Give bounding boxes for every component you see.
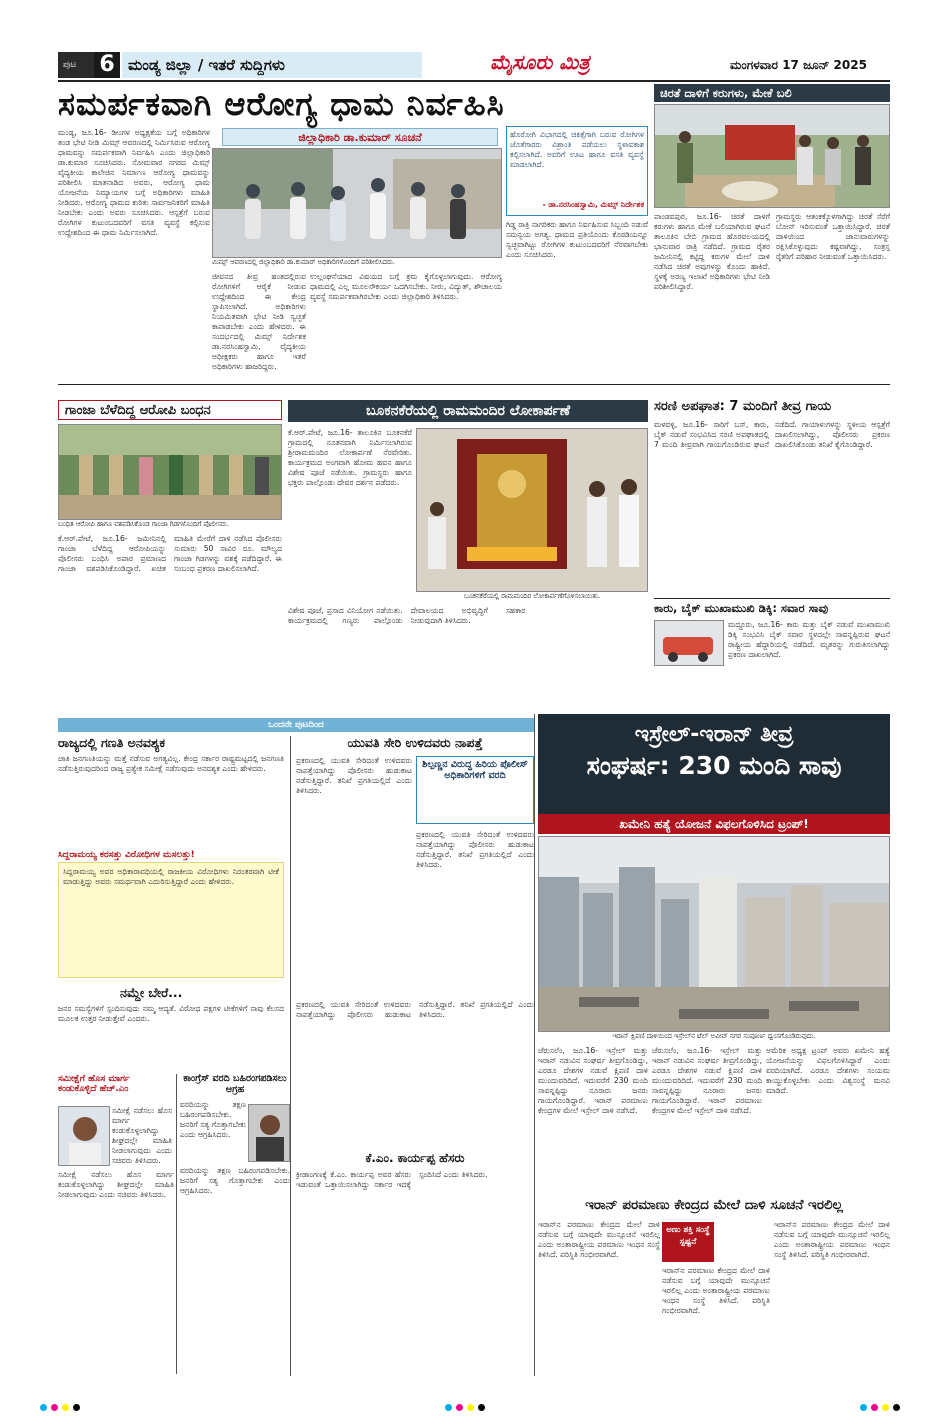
- section-title: ಮಂಡ್ಯ ಜಿಲ್ಲಾ / ಇತರೆ ಸುದ್ದಿಗಳು: [122, 52, 422, 78]
- lead-body-left: ಮಂಡ್ಯ, ಜೂ.16- ಡೀಂಗಳ ಅಧ್ಯಕ್ಷತೆಯ ಬಗ್ಗೆ ಅಧಿಕಾರಿಗಳ ತಂಡ ಭೇಟಿ ನೀಡಿ ಮಿಮ್ಸ್ ಆವರಣದಲ್ಲಿ ನಿರ್ಮಿಸಿರುವ ಆರೋಗ್ಯ ಧಾಮವನ್ನು ಸಮರ್ಪಕವಾಗಿ ನಿರ್ವಹಿಸಿ ಎಂದು ಜಿಲ್ಲಾಧಿಕಾರಿ ಡಾ.ಕುಮಾರ ಸೂಚಿಸಿದರು. ಸೋಮವಾರ ನಗರದ ಮಿಮ್ಸ್ ವೈದ್ಯಕೀಯ ಕಾಲೇಜಿನ ನಿರ್ಮಾಣ ಆರೋಗ್ಯ ಧಾಮವನ್ನು ಪರಿಶೀಲಿಸಿ ಮಾತನಾಡಿದ ಅವರು, ಆರೋಗ್ಯ ಧಾಮ ಯೋಜನೆಯ ನಿಮ್ಯಾಯಗಳ ಬಗ್ಗೆ ಅಧಿಕಾರಿಗಳು ಮಾಹಿತಿ ನೀಡಿದರು. ಆರೋಗ್ಯ ಧಾಮದ ಕುರಿತು ಸಾರ್ವಜನಿಕರಿಗೆ ಮಾಹಿತಿ ನೀಡಬೇಕು ಎಂದು ಅವರು ಸೂಚಿಸಿದರು. ಆಸ್ಪತ್ರೆಗೆ ಬರುವ ರೋಗಿಗಳ ಕುಟುಂಬದವರಿಗೆ ವಸತಿ ವ್ಯವಸ್ಥೆ ಕಲ್ಪಿಸುವ ಉದ್ದೇಶದಿಂದ ಈ ಧಾಮ ನಿರ್ಮಿಸಲಾಗಿದೆ.: [58, 128, 210, 237]
- lead-subhead: ಜಿಲ್ಲಾಧಿಕಾರಿ ಡಾ.ಕುಮಾರ್ ಸೂಚನೆ: [222, 128, 498, 146]
- ram-mandir-photo: [416, 428, 648, 592]
- minister-photo-2: [248, 1104, 290, 1162]
- census-highlight-box: [58, 862, 284, 978]
- census-headline: ರಾಜ್ಯದಲ್ಲಿ ಗಣತಿ ಅನವಶ್ಯಕ: [58, 735, 166, 750]
- young-woman-body-3: ಪ್ರಕರಣದಲ್ಲಿ ಯುವತಿ ಸೇರಿದಂತೆ ಉಳಿದವರು ನಾಪತ್ತೆಯಾಗಿದ್ದು ಪೊಲೀಸರು ಹುಡುಕಾಟ ನಡೆಸುತ್ತಿದ್ದಾರೆ. ತನಿಖೆ ಪ್ರಗತಿಯಲ್ಲಿದೆ ಎಂದು ತಿಳಿಸಿದರು.: [296, 1000, 534, 1019]
- accident-body: ಮಳವಳ್ಳಿ, ಜೂ.16- ಸಾರಿಗೆ ಬಸ್, ಕಾರು, ಬೈಕ್ ನಡುವೆ ಸಂಭವಿಸಿದ ಸರಣಿ ಅಪಘಾತದಲ್ಲಿ 7 ಮಂದಿ ತೀವ್ರವಾಗಿ ಗಾಯಗೊಂಡಿರುವ ಘಟನೆ ನಡೆದಿದೆ. ಗಾಯಾಳುಗಳನ್ನು ಸ್ಥಳೀಯ ಆಸ್ಪತ್ರೆಗೆ ದಾಖಲಿಸಲಾಗಿದ್ದು, ಪೊಲೀಸರು ಪ್ರಕರಣ ದಾಖಲಿಸಿಕೊಂಡು ತನಿಖೆ ಕೈಗೊಂಡಿದ್ದಾರೆ.: [654, 420, 890, 449]
- ram-mandir-body-left: ಕೆ.ಆರ್.ಪೇಟೆ, ಜೂ.16- ತಾಲೂಕಿನ ಬೂಕನಕೆರೆ ಗ್ರಾಮದಲ್ಲಿ ನೂತನವಾಗಿ ನಿರ್ಮಿಸಲಾಗಿರುವ ಶ್ರೀರಾಮಮಂದಿರ ಲೋಕಾರ್ಪಣೆ ನೆರವೇರಿತು. ಕಾರ್ಯಕ್ರಮದ ಅಂಗವಾಗಿ ಹೋಮ ಹವನ ಹಾಗೂ ವಿಶೇಷ ಪೂಜೆ ನಡೆಯಿತು. ಗ್ರಾಮಸ್ಥರು ಹಾಗೂ ಭಕ್ತರು ಪಾಲ್ಗೊಂಡು ದೇವರ ದರ್ಶನ ಪಡೆದರು.: [288, 428, 412, 487]
- cariappa-body: ಕ್ರೀಡಾಂಗಣಕ್ಕೆ ಕೆ.ಎಂ. ಕಾರ್ಯಪ್ಪ ಅವರ ಹೆಸರು ಇಡುವಂತೆ ಒತ್ತಾಯಿಸಲಾಗಿದ್ದು ಸರ್ಕಾರ ಇದಕ್ಕೆ ಸ್ಪಂದಿಸಿದೆ ಎಂದು ತಿಳಿಸಿದರು.: [296, 1170, 488, 1189]
- israel-iran-body-right: ಅಮೆರಿಕ ಅಧ್ಯಕ್ಷ ಟ್ರಂಪ್ ಅವರು ಖಮೇನಿ ಹತ್ಯೆ ಯೋಜನೆಯನ್ನು ವಿಫಲಗೊಳಿಸಿದ್ದಾರೆ ಎಂದು ವರದಿಯಾಗಿದೆ. ಎರಡೂ ದೇಶಗಳು ಸಂಯಮ ಕಾಯ್ದುಕೊಳ್ಳಬೇಕು ಎಂದು ವಿಶ್ವಸಂಸ್ಥೆ ಮನವಿ ಮಾಡಿದೆ.: [766, 1046, 890, 1095]
- israel-iran-subhead: ಖಮೇನಿ ಹತ್ಯೆ ಯೋಜನೆ ವಿಫಲಗೊಳಿಸಿದ ಟ್ರಂಪ್!: [538, 814, 890, 834]
- dateline: ಮಂಗಳವಾರ 17 ಜೂನ್ 2025: [730, 58, 867, 72]
- new-route-body: ಸಮೀಕ್ಷೆ ನಡೆಸಲು ಹೊಸ ಮಾರ್ಗ ಕಂಡುಕೊಳ್ಳಲಾಗಿದ್ದು ಶೀಘ್ರದಲ್ಲೇ ಮಾಹಿತಿ ನೀಡಲಾಗುವುದು ಎಂದು ಸಚಿವರು ತಿಳಿಸಿದರು.: [58, 1170, 174, 1199]
- registration-marks-center: [445, 1404, 485, 1411]
- car-bike-photo: [654, 620, 724, 666]
- car-bike-headline: ಕಾರು, ಬೈಕ್ ಮುಖಾಮುಖಿ ಡಿಕ್ಕಿ: ಸವಾರ ಸಾವು: [654, 601, 829, 615]
- masthead-divider: [58, 80, 890, 82]
- congress-body: ವರದಿಯನ್ನು ತಕ್ಷಣ ಬಹಿರಂಗಪಡಿಸಬೇಕು. ಜನರಿಗೆ ಸತ್ಯ ಗೊತ್ತಾಗಬೇಕು ಎಂದು ಆಗ್ರಹಿಸಿದರು.: [180, 1166, 290, 1195]
- ram-mandir-body-bottom: ವಿಶೇಷ ಪೂಜೆ, ಪ್ರಸಾದ ವಿನಿಯೋಗ ನಡೆಯಿತು. ಕಾರ್ಯಕ್ರಮದಲ್ಲಿ ಗಣ್ಯರು ಪಾಲ್ಗೊಂಡು ದೇವಾಲಯದ ಅಭಿವೃದ್ಧಿಗೆ ಸಹಕಾರ ನೀಡುವುದಾಗಿ ತಿಳಿಸಿದರು.: [288, 606, 526, 625]
- israel-iran-caption: ಇರಾನ್ ಕ್ಷಿಪಣಿ ದಾಳಿಯಿಂದ ಇಸ್ರೇಲ್‌ನ ಟೆಲ್ ಅವೀವ್ ನಗರ ಸಂಪೂರ್ಣ ಧ್ವಂಸಗೊಂಡಿರುವುದು.: [538, 1032, 890, 1042]
- nuclear-badge: ಅಣು ಶಕ್ತಿ ಸಂಸ್ಥೆ ಸ್ಪಷ್ಟನೆ: [662, 1222, 714, 1262]
- new-route-intro: ಸಮೀಕ್ಷೆ ನಡೆಸಲು ಹೊಸ ಮಾರ್ಗ ಕಂಡುಕೊಳ್ಳಲಾಗಿದ್ದು ಶೀಘ್ರದಲ್ಲೇ ಮಾಹಿತಿ ನೀಡಲಾಗುವುದು ಎಂದು ಸಚಿವರು ತಿಳಿಸಿದರು.: [112, 1106, 172, 1165]
- column-divider-2: [290, 736, 291, 1376]
- sidebar-note-byline: - ಡಾ.ನರಸಿಂಹಸ್ವಾಮಿ, ಮಿಮ್ಸ್ ನಿರ್ದೇಶಕ: [542, 200, 644, 209]
- car-bike-body: ಮದ್ದೂರು, ಜೂ.16- ಕಾರು ಮತ್ತು ಬೈಕ್ ನಡುವೆ ಮುಖಾಮುಖಿ ಡಿಕ್ಕಿ ಸಂಭವಿಸಿ ಬೈಕ್ ಸವಾರ ಸ್ಥಳದಲ್ಲೇ ಸಾವನ್ನಪ್ಪಿರುವ ಘಟನೆ ರಾಷ್ಟ್ರೀಯ ಹೆದ್ದಾರಿಯಲ್ಲಿ ನಡೆದಿದೆ. ಮೃತರನ್ನು ಗುರುತಿಸಲಾಗಿದ್ದು ಪ್ರಕರಣ ದಾಖಲಾಗಿದೆ.: [728, 620, 890, 659]
- lead-photo: [212, 148, 502, 258]
- congress-headline: ಕಾಂಗ್ರೆಸ್ ವರದಿ ಬಹಿರಂಗಪಡಿಸಲು ಆಗ್ರಹ: [183, 1073, 287, 1095]
- young-woman-body: ಪ್ರಕರಣದಲ್ಲಿ ಯುವತಿ ಸೇರಿದಂತೆ ಉಳಿದವರು ನಾಪತ್ತೆಯಾಗಿದ್ದು ಪೊಲೀಸರು ಹುಡುಕಾಟ ನಡೆಸುತ್ತಿದ್ದಾರೆ. ತನಿಖೆ ಪ್ರಗತಿಯಲ್ಲಿದೆ ಎಂದು ತಿಳಿಸಿದರು.: [296, 756, 412, 795]
- cariappa-headline: ಕೆ.ಎಂ. ಕಾರ್ಯಪ್ಪ ಹೆಸರು: [365, 1151, 465, 1165]
- congress-intro: ವರದಿಯನ್ನು ತಕ್ಷಣ ಬಹಿರಂಗಪಡಿಸಬೇಕು. ಜನರಿಗೆ ಸತ್ಯ ಗೊತ್ತಾಗಬೇಕು ಎಂದು ಆಗ್ರಹಿಸಿದರು.: [180, 1100, 246, 1139]
- young-woman-inset: ಶಿಲ್ಪಣ್ಣನ ವಿರುದ್ಧ ಹಿರಿಯ ಪೊಲೀಸ್ ಅಧಿಕಾರಿಗಳಿಗೆ ವರದಿ: [422, 759, 528, 781]
- lead-caption: ಮಿಮ್ಸ್ ಆವರಣದಲ್ಲಿ ಜಿಲ್ಲಾಧಿಕಾರಿ ಡಾ.ಕುಮಾರ್ ಅಧಿಕಾರಿಗಳೊಂದಿಗೆ ಪರಿಶೀಲಿಸಿದರು.: [212, 258, 502, 268]
- young-woman-body-2: ಪ್ರಕರಣದಲ್ಲಿ ಯುವತಿ ಸೇರಿದಂತೆ ಉಳಿದವರು ನಾಪತ್ತೆಯಾಗಿದ್ದು ಪೊಲೀಸರು ಹುಡುಕಾಟ ನಡೆಸುತ್ತಿದ್ದಾರೆ. ತನಿಖೆ ಪ್ರಗತಿಯಲ್ಲಿದೆ ಎಂದು ತಿಳಿಸಿದರು.: [416, 830, 534, 869]
- page-number: 6: [94, 52, 120, 78]
- young-woman-headline: ಯುವತಿ ಸೇರಿ ಉಳಿದವರು ನಾಪತ್ತೆ: [347, 735, 483, 750]
- page-label: ಪುಟ: [63, 60, 77, 70]
- israel-iran-body-mid: ಜೆರುಸಲೆಂ, ಜೂ.16- ಇಸ್ರೇಲ್ ಮತ್ತು ಇರಾನ್ ನಡುವಿನ ಸಂಘರ್ಷ ತೀವ್ರಗೊಂಡಿದ್ದು, ಎರಡೂ ದೇಶಗಳ ನಡುವೆ ಕ್ಷಿಪಣಿ ದಾಳಿ ಮುಂದುವರಿದಿದೆ. ಇದುವರೆಗೆ 230 ಮಂದಿ ಸಾವನ್ನಪ್ಪಿದ್ದು ನೂರಾರು ಜನರು ಗಾಯಗೊಂಡಿದ್ದಾರೆ. ಇರಾನ್ ಪರಮಾಣು ಕೇಂದ್ರಗಳ ಮೇಲೆ ಇಸ್ರೇಲ್ ದಾಳಿ ನಡೆಸಿದೆ.: [652, 1046, 762, 1115]
- leopard-body-left: ಪಾಂಡವಪುರ, ಜೂ.16- ಚಿರತೆ ದಾಳಿಗೆ ಕರುಗಳು ಹಾಗೂ ಮೇಕೆ ಬಲಿಯಾಗಿರುವ ಘಟನೆ ತಾಲೂಕಿನ ಬೇಬಿ ಗ್ರಾಮದ ಹೊರವಲಯದಲ್ಲಿ ಭಾನುವಾರ ರಾತ್ರಿ ನಡೆದಿದೆ. ಗ್ರಾಮದ ರೈತರ ಜಮೀನಿನಲ್ಲಿ ಕಟ್ಟಿದ್ದ ಕರುಗಳ ಮೇಲೆ ದಾಳಿ ನಡೆಸಿದ ಚಿರತೆ ಅವುಗಳನ್ನು ಕೊಂದು ಹಾಕಿದೆ. ಸ್ಥಳಕ್ಕೆ ಅರಣ್ಯ ಇಲಾಖೆ ಅಧಿಕಾರಿಗಳು ಭೇಟಿ ನೀಡಿ ಪರಿಶೀಲಿಸಿದ್ದಾರೆ.: [654, 212, 770, 291]
- ganja-caption: ಬಂಧಿತ ಆರೋಪಿ ಹಾಗೂ ವಶಪಡಿಸಿಕೊಂಡ ಗಾಂಜಾ ಗಿಡಗಳೊಂದಿಗೆ ಪೊಲೀಸರು.: [58, 520, 282, 530]
- ram-mandir-caption: ಬೂಕನಕೆರೆಯಲ್ಲಿ ರಾಮಮಂದಿರ ಲೋಕಾರ್ಪಣೆಗೊಳಿಸಲಾಯಿತು.: [416, 592, 648, 602]
- ganja-headline: ಗಾಂಜಾ ಬೆಳೆದಿದ್ದ ಆರೋಪಿ ಬಂಧನ: [58, 400, 282, 420]
- nuclear-body-right: ಇರಾನ್‌ನ ಪರಮಾಣು ಕೇಂದ್ರದ ಮೇಲೆ ದಾಳಿ ನಡೆಸುವ ಬಗ್ಗೆ ಯಾವುದೇ ಮುನ್ಸೂಚನೆ ಇರಲಿಲ್ಲ ಎಂದು ಅಂತಾರಾಷ್ಟ್ರೀಯ ಪರಮಾಣು ಇಂಧನ ಸಂಸ್ಥೆ ತಿಳಿಸಿದೆ. ಪರಿಸ್ಥಿತಿ ಗಂಭೀರವಾಗಿದೆ.: [774, 1220, 890, 1259]
- page-number-badge: [58, 52, 120, 78]
- accident-divider: [654, 598, 890, 599]
- ganja-body: ಕೆ.ಆರ್.ಪೇಟೆ, ಜೂ.16- ಜಮೀನಿನಲ್ಲಿ ಗಾಂಜಾ ಬೆಳೆದಿದ್ದ ಆರೋಪಿಯನ್ನು ಪೊಲೀಸರು ಬಂಧಿಸಿ ಅಪಾರ ಪ್ರಮಾಣದ ಗಾಂಜಾ ವಶಪಡಿಸಿಕೊಂಡಿದ್ದಾರೆ. ಖಚಿತ ಮಾಹಿತಿ ಮೇರೆಗೆ ದಾಳಿ ನಡೆಸಿದ ಪೊಲೀಸರು ಸುಮಾರು 50 ಸಾವಿರ ರೂ. ಮೌಲ್ಯದ ಗಾಂಜಾ ಗಿಡಗಳನ್ನು ವಶಕ್ಕೆ ಪಡೆದಿದ್ದಾರೆ. ಈ ಸಂಬಂಧ ಪ್ರಕರಣ ದಾಖಲಿಸಲಾಗಿದೆ.: [58, 534, 282, 573]
- new-route-headline: ಸಮೀಕ್ಷೆಗೆ ಹೊಸ ಮಾರ್ಗ ಕಂಡುಕೊಳ್ಳಿದೆ ಹೆಚ್.ಎಂ: [58, 1074, 130, 1095]
- lead-body-right: ಉಲ್ಲಂಘನೆಯಾದ ವಿಷಯದ ಬಗ್ಗೆ ಕ್ರಮ ಕೈಗೊಳ್ಳಲಾಗುವುದು. ಆರೋಗ್ಯ ಧಾಮದಲ್ಲಿ ಎಲ್ಲ ಮೂಲಸೌಕರ್ಯ ಒದಗಿಸಬೇಕು. ನೀರು, ವಿದ್ಯುತ್, ಶೌಚಾಲಯ ವ್ಯವಸ್ಥೆ ಸಮರ್ಪಕವಾಗಿರಬೇಕು ಎಂದು ಜಿಲ್ಲಾಧಿಕಾರಿ ತಿಳಿಸಿದರು.: [310, 272, 502, 301]
- ganja-photo: [58, 424, 282, 520]
- accident-headline: ಸರಣಿ ಅಪಘಾತ: 7 ಮಂದಿಗೆ ತೀವ್ರ ಗಾಯ: [654, 399, 832, 414]
- registration-marks-right: [860, 1404, 900, 1411]
- israel-iran-headline-box: [538, 714, 890, 814]
- leopard-body-right: ಗ್ರಾಮಸ್ಥರು ಆತಂಕಕ್ಕೊಳಗಾಗಿದ್ದು ಚಿರತೆ ಸೆರೆಗೆ ಬೋನ್ ಇರಿಸುವಂತೆ ಒತ್ತಾಯಿಸಿದ್ದಾರೆ. ಚಿರತೆ ದಾಳಿಯಿಂದ ಜಾನುವಾರುಗಳನ್ನು ರಕ್ಷಿಸಿಕೊಳ್ಳುವುದು ಕಷ್ಟವಾಗಿದ್ದು, ಸಂತ್ರಸ್ತ ರೈತರಿಗೆ ಪರಿಹಾರ ನೀಡುವಂತೆ ಒತ್ತಾಯಿಸಿದರು.: [776, 212, 890, 261]
- leopard-headline: ಚಿರತೆ ದಾಳಿಗೆ ಕರುಗಳು, ಮೇಕೆ ಬಲಿ: [654, 84, 890, 102]
- census-red-subhead: ಸಿದ್ದರಾಮಯ್ಯ ಕರಸತ್ತು ವಿರೋಧಿಗಳ ಮಸಲತ್ತು!: [58, 850, 195, 860]
- israel-iran-photo: [538, 836, 890, 1032]
- column-divider-1: [176, 1074, 177, 1374]
- ram-mandir-headline: ಬೂಕನಕೆರೆಯಲ್ಲಿ ರಾಮಮಂದಿರ ಲೋಕಾರ್ಪಣೆ: [288, 400, 648, 422]
- registration-marks-left: [40, 1404, 80, 1411]
- israel-iran-body-left: ಜೆರುಸಲೆಂ, ಜೂ.16- ಇಸ್ರೇಲ್ ಮತ್ತು ಇರಾನ್ ನಡುವಿನ ಸಂಘರ್ಷ ತೀವ್ರಗೊಂಡಿದ್ದು, ಎರಡೂ ದೇಶಗಳ ನಡುವೆ ಕ್ಷಿಪಣಿ ದಾಳಿ ಮುಂದುವರಿದಿದೆ. ಇದುವರೆಗೆ 230 ಮಂದಿ ಸಾವನ್ನಪ್ಪಿದ್ದು ನೂರಾರು ಜನರು ಗಾಯಗೊಂಡಿದ್ದಾರೆ. ಇರಾನ್ ಪರಮಾಣು ಕೇಂದ್ರಗಳ ಮೇಲೆ ಇಸ್ರೇಲ್ ದಾಳಿ ನಡೆಸಿದೆ.: [538, 1046, 648, 1115]
- census-body2: ಸಿದ್ದರಾಮಯ್ಯ ಅವರ ಅಧಿಕಾರಾವಧಿಯಲ್ಲಿ ರಾಜಕೀಯ ವಿರೋಧಿಗಳು ನಿರಂತರವಾಗಿ ಟೀಕೆ ಮಾಡುತ್ತಿದ್ದು ಅವರು ಸಮರ್ಥವಾಗಿ ಎದುರಿಸುತ್ತಿದ್ದಾರೆ ಎಂದು ಹೇಳಿದರು.: [63, 867, 279, 886]
- namde-bere-headline: ನಮ್ದೇ ಬೇರೆ...: [120, 985, 183, 1000]
- census-body: ಜಾತಿ ಜನಗಣತಿಯನ್ನು ಮತ್ತೆ ನಡೆಸುವ ಅಗತ್ಯವಿಲ್ಲ. ಕೇಂದ್ರ ಸರ್ಕಾರ ರಾಷ್ಟ್ರಮಟ್ಟದಲ್ಲಿ ಜನಗಣತಿ ನಡೆಸುತ್ತಿರುವುದರಿಂದ ರಾಜ್ಯ ಪ್ರತ್ಯೇಕ ಸಮೀಕ್ಷೆ ನಡೆಸುವುದು ಅನವಶ್ಯಕ ಎಂದು ಹೇಳಿದರು.: [58, 754, 284, 773]
- israel-iran-headline-line1: ಇಸ್ರೇಲ್-ಇರಾನ್ ತೀವ್ರ: [634, 722, 794, 747]
- sidebar-note-text: ಹೊರೋಗಿ ವಿಭಾಗದಲ್ಲಿ ಚಿಕಿತ್ಸೆಗಾಗಿ ಬರುವ ರೋಗಿಗಳ ಜೊತೆಗಾರರು ವಿಶ್ರಾಂತಿ ಪಡೆಯಲು ಸ್ಥಳಾವಕಾಶ ಕಲ್ಪಿಸಲಾಗಿದೆ. ಅವರಿಗೆ ಊಟ ಹಾಗೂ ವಸತಿ ವ್ಯವಸ್ಥೆ ಮಾಡಲಾಗಿದೆ.: [510, 130, 644, 169]
- lead-body-mid: ಜೀವನದ ತೀವ್ರ ಹಂತದಲ್ಲಿರುವ ರೋಗಿಗಳಿಗೆ ಆರೈಕೆ ನೀಡುವ ಉದ್ದೇಶದಿಂದ ಈ ಕೇಂದ್ರ ಸ್ಥಾಪಿಸಲಾಗಿದೆ. ಅಧಿಕಾರಿಗಳು ನಿಯಮಿತವಾಗಿ ಭೇಟಿ ನೀಡಿ ಸ್ವಚ್ಛತೆ ಕಾಪಾಡಬೇಕು ಎಂದು ಹೇಳಿದರು. ಈ ಸಂದರ್ಭದಲ್ಲಿ ಮಿಮ್ಸ್ ನಿರ್ದೇಶಕ ಡಾ.ನರಸಿಂಹಸ್ವಾಮಿ, ವೈದ್ಯಕೀಯ ಅಧೀಕ್ಷಕರು ಹಾಗೂ ಇತರೆ ಅಧಿಕಾರಿಗಳು ಹಾಜರಿದ್ದರು.: [212, 272, 306, 371]
- nuclear-body-left: ಇರಾನ್‌ನ ಪರಮಾಣು ಕೇಂದ್ರದ ಮೇಲೆ ದಾಳಿ ನಡೆಸುವ ಬಗ್ಗೆ ಯಾವುದೇ ಮುನ್ಸೂಚನೆ ಇರಲಿಲ್ಲ ಎಂದು ಅಂತಾರಾಷ್ಟ್ರೀಯ ಪರಮಾಣು ಇಂಧನ ಸಂಸ್ಥೆ ತಿಳಿಸಿದೆ. ಪರಿಸ್ಥಿತಿ ಗಂಭೀರವಾಗಿದೆ.: [538, 1220, 660, 1259]
- namde-bere-body: ಜನರ ಸಮಸ್ಯೆಗಳಿಗೆ ಸ್ಪಂದಿಸುವುದು ನಮ್ಮ ಆದ್ಯತೆ. ವಿರೋಧ ಪಕ್ಷಗಳ ಟೀಕೆಗಳಿಗೆ ನಾವು ಕೆಲಸದ ಮೂಲಕ ಉತ್ತರ ನೀಡುತ್ತೇವೆ ಎಂದರು.: [58, 1004, 284, 1023]
- newspaper-logo: ಮೈಸೂರು ಮಿತ್ರ: [490, 50, 590, 74]
- sidebar-note-body: ಗಿಡ್ಡ ರಾತ್ರಿ ನಾಗರಿಕರು ಹಾಗೂ ನಿರ್ವಹಿಸುವ ಸಿಬ್ಬಂದಿ ನಡುವೆ ಸಮನ್ವಯ ಅಗತ್ಯ. ಧಾಮದ ಪ್ರತಿಯೊಂದು ಕೊಠಡಿಯನ್ನೂ ಸ್ವಚ್ಛವಾಗಿಟ್ಟು ರೋಗಿಗಳ ಕುಟುಂಬದವರಿಗೆ ನೆರವಾಗಬೇಕು ಎಂದು ಸೂಚಿಸಿದರು.: [506, 220, 648, 259]
- nuclear-headline: ಇರಾನ್ ಪರಮಾಣು ಕೇಂದ್ರದ ಮೇಲೆ ದಾಳಿ ಸೂಚನೆ ಇರಲಿಲ್ಲ: [585, 1197, 843, 1213]
- leopard-photo: [654, 104, 890, 208]
- column-divider-3: [534, 714, 535, 1376]
- israel-iran-headline-line2: ಸಂಘರ್ಷ: 230 ಮಂದಿ ಸಾವು: [586, 751, 842, 780]
- continued-band: ಒಂದನೇ ಪುಟದಿಂದ: [58, 718, 534, 732]
- lead-headline: ಸಮರ್ಪಕವಾಗಿ ಆರೋಗ್ಯ ಧಾಮ ನಿರ್ವಹಿಸಿ: [58, 85, 505, 123]
- minister-photo-1: [58, 1106, 110, 1166]
- section-divider-1: [58, 384, 890, 385]
- nuclear-body-mid: ಇರಾನ್‌ನ ಪರಮಾಣು ಕೇಂದ್ರದ ಮೇಲೆ ದಾಳಿ ನಡೆಸುವ ಬಗ್ಗೆ ಯಾವುದೇ ಮುನ್ಸೂಚನೆ ಇರಲಿಲ್ಲ ಎಂದು ಅಂತಾರಾಷ್ಟ್ರೀಯ ಪರಮಾಣು ಇಂಧನ ಸಂಸ್ಥೆ ತಿಳಿಸಿದೆ. ಪರಿಸ್ಥಿತಿ ಗಂಭೀರವಾಗಿದೆ.: [662, 1266, 770, 1315]
